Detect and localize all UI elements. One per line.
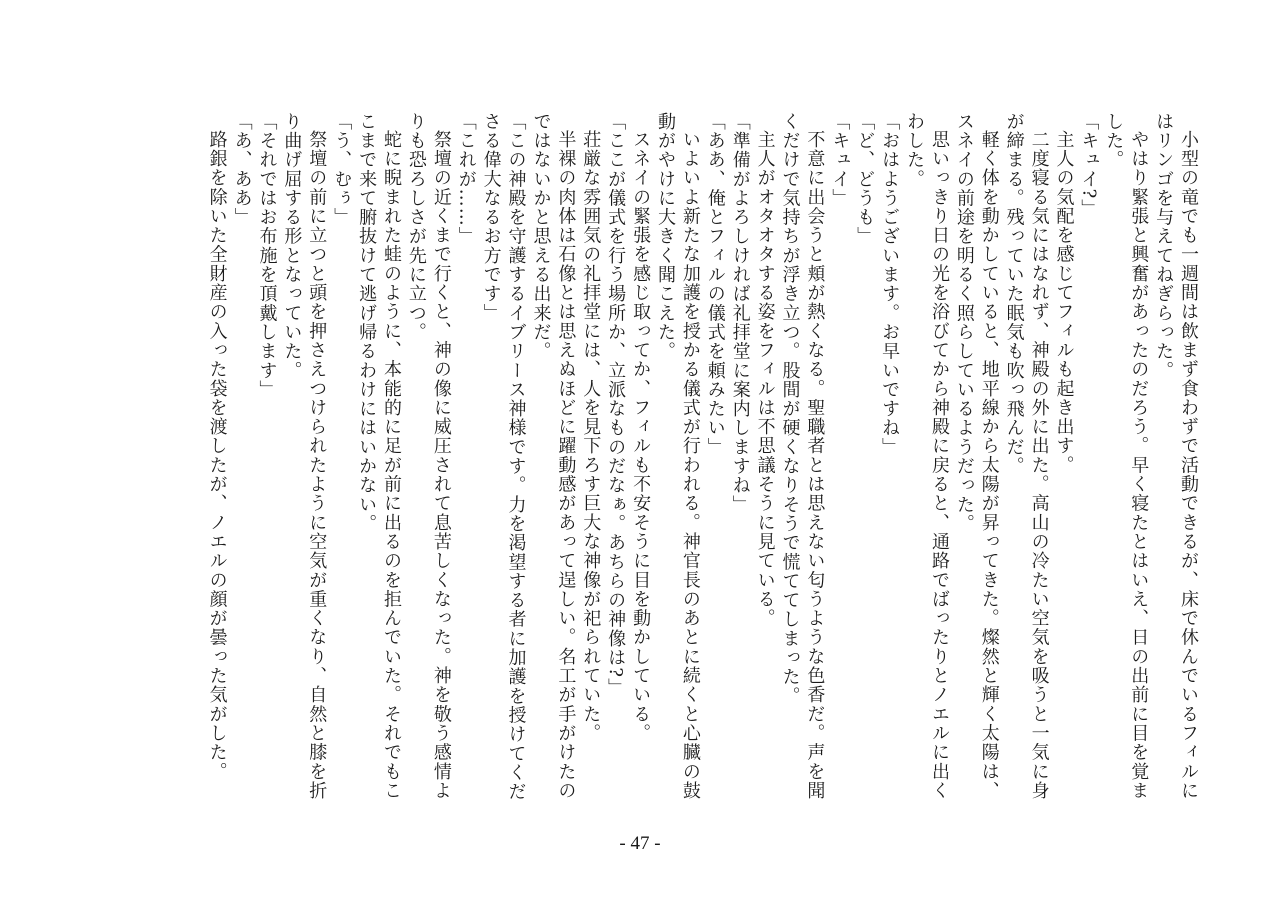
dialogue-line: 「う、むぅ」 [331,112,353,227]
narration-paragraph: 思いっきり日の光を浴びてから神殿に戻ると、通路でばったりとノエルに出くわした。 [904,112,950,801]
narration-paragraph: 小型の竜でも一週間は飲まず食わずで活動できるが、床で休んでいるフィルにはリンゴを与えてねぎらった。 [1153,112,1199,801]
dialogue-line: 「これが……」 [455,112,477,247]
dialogue-line: 「あ、ああ」 [231,112,253,227]
narration-paragraph: 主人がオタオタする姿をフィルは不思議そうに見ている。 [754,130,776,628]
dialogue-line: 「キュイ」 [829,112,851,208]
dialogue-line: 「ど、どうも」 [854,112,876,247]
narration-paragraph: スネイの緊張を感じ取ってか、フィルも不安そうに目を動かしている。 [630,130,652,743]
narration-paragraph: 路銀を除いた全財産の入った袋を渡したが、ノエルの顔が曇った気がした。 [206,130,228,782]
narration-paragraph: 祭壇の前に立つと頭を押さえつけられたように空気が重くなり、自然と膝を折り曲げ屈する形となっていた。 [281,112,328,801]
dialogue-line: 「準備がよろしければ礼拝堂に案内しますね」 [729,112,751,515]
dialogue-line: 「キュイ?」 [1078,112,1100,219]
narration-paragraph: 不意に出会うと頬が熱くなる。聖職者とは思えない匂うような色香だ。声を聞くだけで気持ちが浮き立つ。股間が硬くなりそうで慌ててしまった。 [779,112,826,801]
narration-paragraph: いよいよ新たな加護を授かる儀式が行われる。神官長のあとに続くと心臓の鼓動がやけに大きく聞こえた。 [654,112,701,801]
narration-paragraph: 祭壇の近くまで行くと、神の像に威圧されて息苦しくなった。神を敬う感情よりも恐ろしさが先に立つ。 [405,112,452,801]
narration-paragraph: 半裸の肉体は石像とは思えぬほどに躍動感があって逞しい。名工が手がけたのではないかと思える出来だ。 [530,112,577,801]
narration-paragraph: 主人の気配を感じてフィルも起き出す。 [1053,130,1075,475]
narration-paragraph: 荘厳な雰囲気の礼拝堂には、人を見下ろす巨大な神像が祀られていた。 [580,130,602,743]
narration-paragraph: やはり緊張と興奮があったのだろう。早く寝たとはいえ、日の出前に目を覚ました。 [1103,112,1150,801]
narration-paragraph: 二度寝る気にはなれず、神殿の外に出た。高山の冷たい空気を吸うと一気に身が締まる。残っていた眠気も吹っ飛んだ。 [1003,112,1050,801]
dialogue-line: 「ああ、俺とフィルの儀式を頼みたい」 [704,112,726,457]
dialogue-line: 「ここが儀式を行う場所か、立派なものだなぁ。あちらの神像は?」 [605,112,627,698]
dialogue-line: 「おはようございます。お早いですね」 [879,112,901,457]
narration-paragraph: 軽く体を動かしていると、地平線から太陽が昇ってきた。燦然と輝く太陽は、スネイの前途を明るく照らしているようだった。 [953,112,1000,801]
dialogue-line: 「この神殿を守護するイブリース神様です。力を渇望する者に加護を授けてくださる偉大なるお方です」 [480,112,527,802]
dialogue-line: 「それではお布施を頂戴します」 [256,112,278,400]
narration-paragraph: 蛇に睨まれた蛙のように、本能的に足が前に出るのを拒んでいた。それでもここまで来て腑抜けて逃げ帰るわけにはいかない。 [356,112,402,801]
page-number: - 47 - [619,833,661,854]
vertical-text-body [90,112,1200,812]
